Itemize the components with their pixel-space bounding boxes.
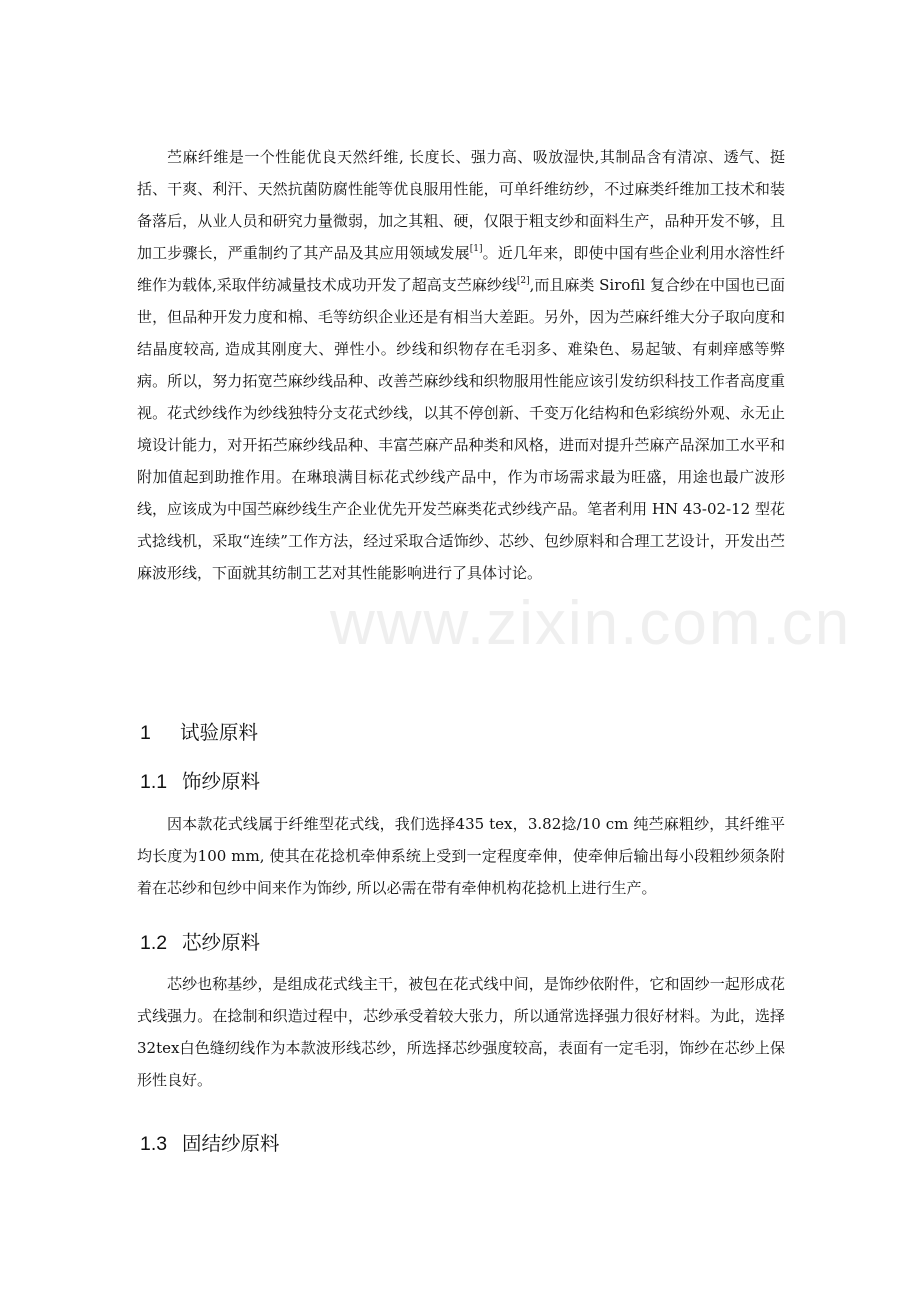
section-heading-1-2 — [140, 928, 260, 958]
section-heading-1 — [140, 718, 258, 748]
intro-text-b: 。近几年来，即使中国有些企业利用水溶性纤维作为载体,采取伴纺减量技术成功开发了超高支苎麻纱线 — [137, 244, 785, 294]
section-title: 芯纱原料 — [182, 931, 261, 954]
citation-ref-1: [1] — [469, 244, 483, 254]
section-title: 饰纱原料 — [182, 770, 261, 793]
section-title: 固结纱原料 — [182, 1132, 280, 1155]
section-number: 1.2 — [140, 932, 168, 954]
section-heading-1-1 — [140, 767, 260, 797]
section-1-2-body — [137, 968, 785, 1096]
section-number: 1.3 — [140, 1133, 168, 1155]
section-1-2-paragraph: 芯纱也称基纱，是组成花式线主干，被包在花式线中间，是饰纱依附件，它和固纱一起形成花式线强力。在捻制和织造过程中，芯纱承受着较大张力，所以通常选择强力很好材料。为此，选择32tex白色缝纫线作为本款波形线芯纱，所选择芯纱强度较高，表面有一定毛羽，饰纱在芯纱上保形性良好。 — [137, 975, 785, 1089]
intro-text-a: 苎麻纤维是一个性能优良天然纤维, 长度长、强力高、吸放湿快,其制品含有清凉、透气、挺括、干爽、利汗、天然抗菌防腐性能等优良服用性能，可单纤维纺纱，不过麻类纤维加工技术和装备落后，从业人员和研究力量微弱，加之其粗、硬，仅限于粗支纱和面料生产，品种开发不够，且加工步骤长，严重制约了其产品及其应用领域发展 — [137, 148, 785, 262]
section-1-1-paragraph: 因本款花式线属于纤维型花式线，我们选择435 tex，3.82捻/10 cm 纯苎麻粗纱，其纤维平均长度为100 mm, 使其在花捻机牵伸系统上受到一定程度牵伸，使牵伸后输出每小段粗纱须条附着在芯纱和包纱中间来作为饰纱, 所以必需在带有牵伸机构花捻机上进行生产。 — [137, 815, 785, 897]
section-number: 1 — [140, 722, 151, 744]
section-title: 试验原料 — [180, 721, 259, 744]
watermark: www.zixin.com.cn — [330, 589, 852, 658]
intro-section — [137, 141, 785, 589]
section-1-1-body — [137, 808, 785, 904]
section-number: 1.1 — [140, 771, 168, 793]
intro-paragraph — [137, 141, 785, 589]
section-heading-1-3 — [140, 1129, 280, 1159]
citation-ref-2: [2] — [516, 276, 530, 286]
intro-text-c: ,而且麻类 Sirofil 复合纱在中国也已面世，但品种开发力度和棉、毛等纺织企业还是有相当大差距。另外，因为苎麻纤维大分子取向度和结晶度较高, 造成其刚度大、弹性小。纱线和织物存在毛羽多、难染色、易起皱、有刺痒感等弊病。所以，努力拓宽苎麻纱线品种、改善苎麻纱线和织物服用性能应该引发纺织科技工作者高度重视。花式纱线作为纱线独特分支花式纱线，以其不停创新、千变万化结构和色彩缤纷外观、永无止境设计能力，对开拓苎麻纱线品种、丰富苎麻产品种类和风格，进而对提升苎麻产品深加工水平和附加值起到助推作用。在琳琅满目标花式纱线产品中，作为市场需求最为旺盛，用途也最广波形线，应该成为中国苎麻纱线生产企业优先开发苎麻类花式纱线产品。笔者利用 HN 43-02-12 型花式捻线机，采取“连续”工作方法，经过采取合适饰纱、芯纱、包纱原料和合理工艺设计，开发出苎麻波形线，下面就其纺制工艺对其性能影响进行了具体讨论。 — [137, 276, 785, 582]
